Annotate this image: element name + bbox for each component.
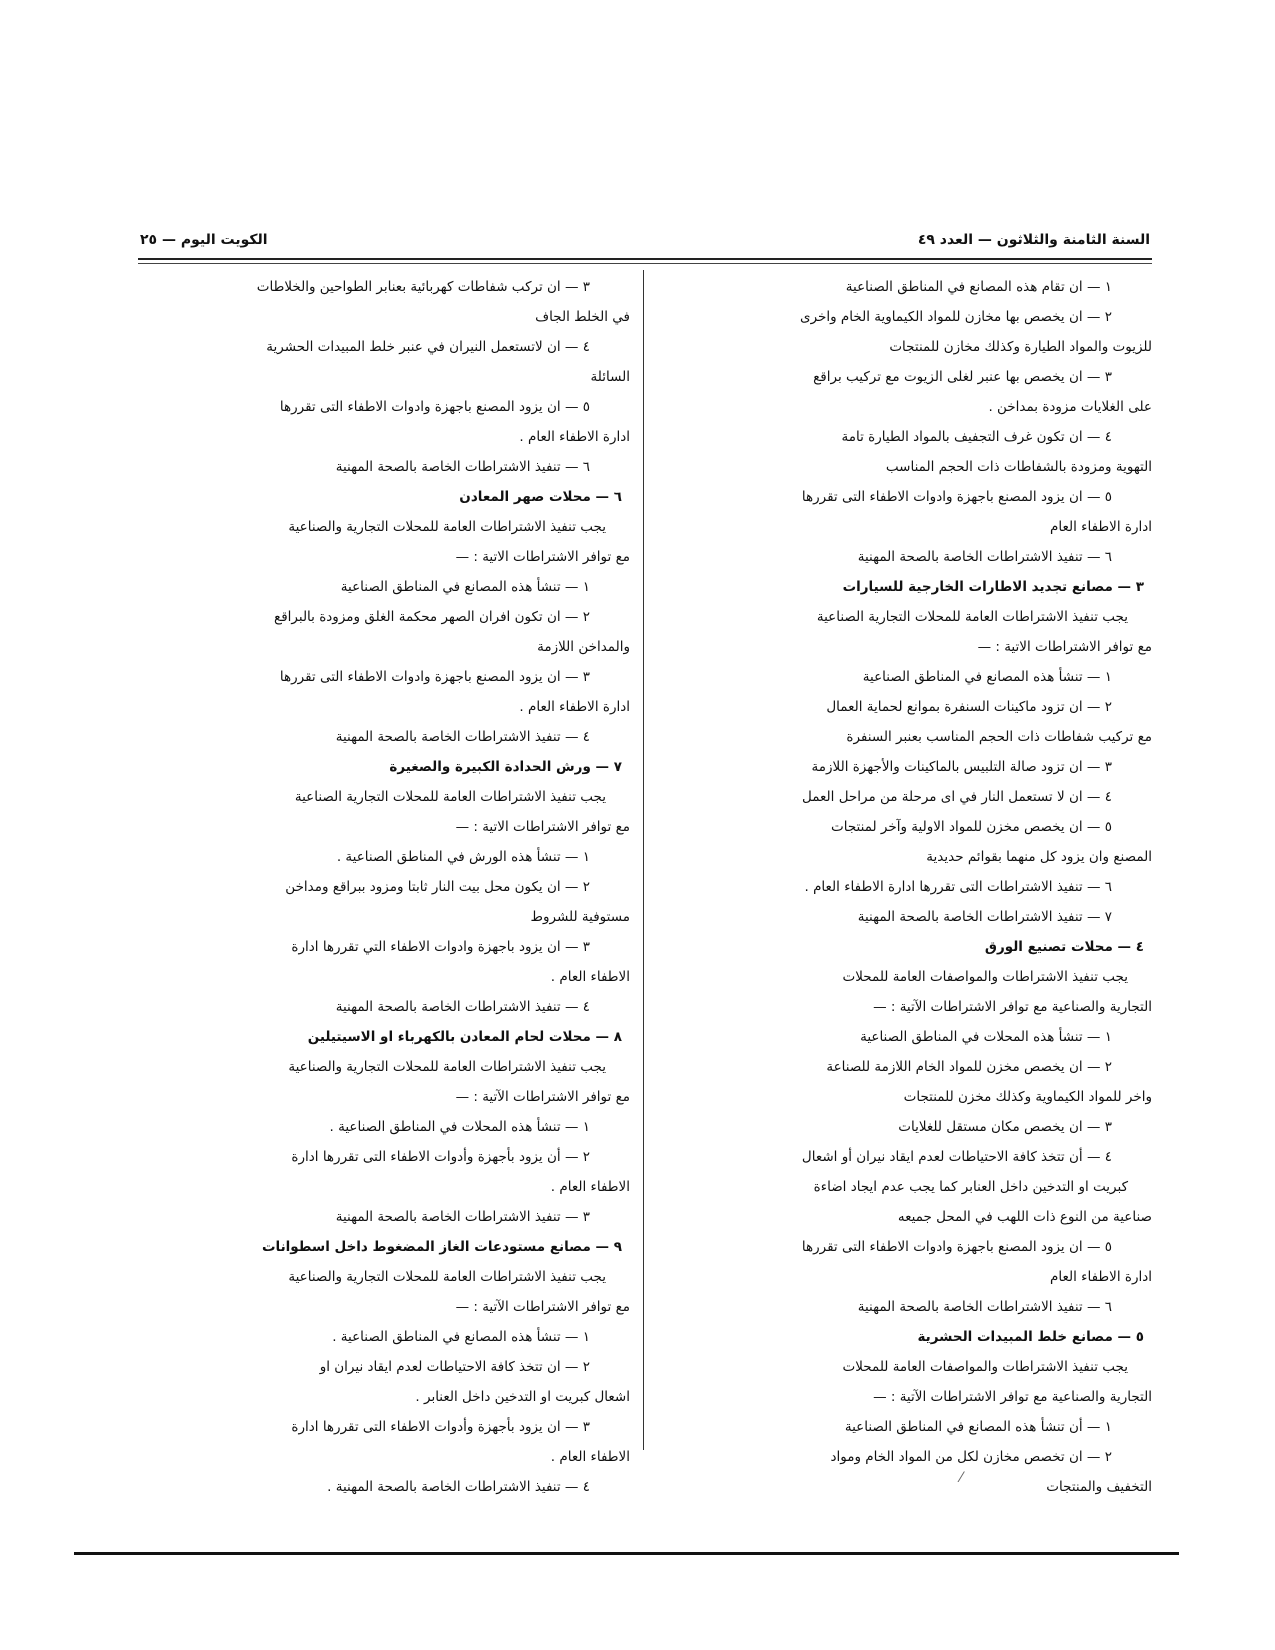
text-line: التخفيف والمنتجات xyxy=(1046,1479,1152,1495)
text-line: مع توافر الاشتراطات الآتية : — xyxy=(455,1089,630,1105)
text-line: ٥ — ان يخصص مخزن للمواد الاولية وآخر لمنتجات xyxy=(831,819,1112,835)
text-line: التجارية والصناعية مع توافر الاشتراطات الآتية : — xyxy=(873,1389,1152,1405)
text-line: ٣ — ان تركب شفاطات كهربائية بعنابر الطواحين والخلاطات xyxy=(256,279,590,295)
issue-info: السنة الثامنة والثلاثون — العدد ٤٩ xyxy=(917,232,1150,248)
scan-mark: ⁄ xyxy=(960,1470,963,1486)
section-heading: ٦ — محلات صهر المعادن xyxy=(459,489,622,505)
text-line: ١ — ان تقام هذه المصانع في المناطق الصناعية xyxy=(845,279,1112,295)
text-line: ٢ — ان يخصص بها مخازن للمواد الكيماوية الخام واخرى xyxy=(800,309,1112,325)
text-line: ٣ — ان يزود باجهزة وادوات الاطفاء التي تقررها ادارة xyxy=(291,939,590,955)
footer-rule xyxy=(74,1552,1179,1555)
text-line: واخر للمواد الكيماوية وكذلك مخزن للمنتجات xyxy=(903,1089,1152,1105)
text-line: ١ — تنشأ هذه المصانع في المناطق الصناعية xyxy=(340,579,590,595)
section-heading: ٤ — محلات تصنيع الورق xyxy=(984,939,1144,955)
text-line: التجارية والصناعية مع توافر الاشتراطات الآتية : — xyxy=(873,999,1152,1015)
text-line: ٣ — ان يزود بأجهزة وأدوات الاطفاء التى تقررها ادارة xyxy=(291,1419,590,1435)
text-line: ٦ — تنفيذ الاشتراطات الخاصة بالصحة المهنية xyxy=(335,459,590,475)
gazette-title-page-number: الكويت اليوم — ٢٥ xyxy=(140,232,268,248)
text-line: السائلة xyxy=(590,369,630,385)
text-line: ٤ — ان تكون غرف التجفيف بالمواد الطيارة تامة xyxy=(841,429,1112,445)
text-line: مع توافر الاشتراطات الاتية : — xyxy=(977,639,1152,655)
text-line: ٤ — ان لا تستعمل النار في اى مرحلة من مراحل العمل xyxy=(802,789,1112,805)
text-line: ٣ — ان يزود المصنع باجهزة وادوات الاطفاء التى تقررها xyxy=(279,669,590,685)
section-heading: ٨ — محلات لحام المعادن بالكهرباء او الاسيتيلين xyxy=(307,1029,622,1045)
text-line: يجب تنفيذ الاشتراطات العامة للمحلات التجارية الصناعية xyxy=(816,609,1128,625)
text-line: الاطفاء العام . xyxy=(550,1179,630,1195)
text-line: ادارة الاطفاء العام xyxy=(1049,519,1152,535)
section-heading: ٣ — مصانع تجديد الاطارات الخارجية للسيارات xyxy=(842,579,1144,595)
text-line: كبريت او التدخين داخل العنابر كما يجب عدم ايجاد اضاءة xyxy=(813,1179,1128,1195)
text-line: ادارة الاطفاء العام xyxy=(1049,1269,1152,1285)
text-line: ٦ — تنفيذ الاشتراطات التى تقررها ادارة الاطفاء العام . xyxy=(804,879,1112,895)
section-heading: ٧ — ورش الحدادة الكبيرة والصغيرة xyxy=(389,759,622,775)
text-line: ٥ — ان يزود المصنع باجهزة وادوات الاطفاء التى تقررها xyxy=(801,489,1112,505)
text-line: ٢ — ان تتخذ كافة الاحتياطات لعدم ايقاد نيران او xyxy=(319,1359,590,1375)
text-line: ٢ — ان يخصص مخزن للمواد الخام اللازمة للصناعة xyxy=(826,1059,1112,1075)
text-line: على الغلايات مزودة بمداخن . xyxy=(988,399,1152,415)
header-rule xyxy=(138,258,1152,260)
text-line: يجب تنفيذ الاشتراطات العامة للمحلات التجارية الصناعية xyxy=(294,789,606,805)
right-column xyxy=(656,272,1152,1502)
text-line: مع تركيب شفاطات ذات الحجم المناسب بعنبر السنفرة xyxy=(846,729,1152,745)
text-line: ٢ — أن يزود بأجهزة وأدوات الاطفاء التى تقررها ادارة xyxy=(291,1149,590,1165)
text-line: ٢ — ان تزود ماكينات السنفرة بموانع لحماية العمال xyxy=(826,699,1112,715)
text-line: ١ — تنشأ هذه المصانع في المناطق الصناعية xyxy=(862,669,1112,685)
text-line: ١ — تنشأ هذه المحلات في المناطق الصناعية xyxy=(860,1029,1112,1045)
text-line: ٤ — أن تتخذ كافة الاحتياطات لعدم ايقاد نيران أو اشعال xyxy=(801,1149,1112,1165)
text-line: ٢ — ان يكون محل بيت النار ثابتا ومزود ببراقع ومداخن xyxy=(285,879,590,895)
text-line: للزيوت والمواد الطيارة وكذلك مخازن للمنتجات xyxy=(889,339,1152,355)
text-line: صناعية من النوع ذات اللهب في المحل جميعه xyxy=(897,1209,1152,1225)
text-line: في الخلط الجاف xyxy=(535,309,630,325)
text-line: ٣ — تنفيذ الاشتراطات الخاصة بالصحة المهنية xyxy=(335,1209,590,1225)
text-line: ٤ — تنفيذ الاشتراطات الخاصة بالصحة المهنية . xyxy=(327,1479,590,1495)
text-line: والمداخن اللازمة xyxy=(537,639,630,655)
text-line: يجب تنفيذ الاشتراطات العامة للمحلات التجارية والصناعية xyxy=(288,1269,606,1285)
text-line: ١ — تنشأ هذه المصانع في المناطق الصناعية . xyxy=(332,1329,590,1345)
text-line: مع توافر الاشتراطات الآتية : — xyxy=(455,1299,630,1315)
text-line: ٣ — ان يخصص بها عنبر لغلى الزيوت مع تركيب براقع xyxy=(813,369,1112,385)
text-line: مع توافر الاشتراطات الاتية : — xyxy=(455,819,630,835)
text-line: ٤ — تنفيذ الاشتراطات الخاصة بالصحة المهنية xyxy=(335,999,590,1015)
text-line: ٣ — ان تزود صالة التلبيس بالماكينات والأجهزة اللازمة xyxy=(811,759,1112,775)
section-heading: ٥ — مصانع خلط المبيدات الحشرية xyxy=(917,1329,1144,1345)
text-line: ٥ — ان يزود المصنع باجهزة وادوات الاطفاء التى تقررها xyxy=(279,399,590,415)
left-column xyxy=(140,272,630,1502)
section-heading: ٩ — مصانع مستودعات الغاز المضغوط داخل اسطوانات xyxy=(261,1239,622,1255)
text-line: الاطفاء العام . xyxy=(550,969,630,985)
text-line: التهوية ومزودة بالشفاطات ذات الحجم المناسب xyxy=(885,459,1152,475)
text-line: ٤ — تنفيذ الاشتراطات الخاصة بالصحة المهنية xyxy=(335,729,590,745)
text-line: مع توافر الاشتراطات الاتية : — xyxy=(455,549,630,565)
text-line: مستوفية للشروط xyxy=(530,909,630,925)
text-line: ١ — تنشأ هذه المحلات في المناطق الصناعية . xyxy=(329,1119,590,1135)
text-line: ٢ — ان تكون افران الصهر محكمة الغلق ومزودة بالبراقع xyxy=(274,609,590,625)
text-line: المصنع وان يزود كل منهما بقوائم حديدية xyxy=(926,849,1152,865)
text-line: ٥ — ان يزود المصنع باجهزة وادوات الاطفاء التى تقررها xyxy=(801,1239,1112,1255)
text-line: ٦ — تنفيذ الاشتراطات الخاصة بالصحة المهنية xyxy=(857,549,1112,565)
text-line: ٢ — ان تخصص مخازن لكل من المواد الخام ومواد xyxy=(830,1449,1112,1465)
column-divider xyxy=(643,270,644,1450)
text-line: يجب تنفيذ الاشتراطات العامة للمحلات التجارية والصناعية xyxy=(288,519,606,535)
text-line: ادارة الاطفاء العام . xyxy=(519,429,630,445)
text-line: ادارة الاطفاء العام . xyxy=(519,699,630,715)
text-line: الاطفاء العام . xyxy=(550,1449,630,1465)
text-line: يجب تنفيذ الاشتراطات والمواصفات العامة للمحلات xyxy=(842,969,1128,985)
text-line: ٦ — تنفيذ الاشتراطات الخاصة بالصحة المهنية xyxy=(857,1299,1112,1315)
text-line: اشعال كبريت او التدخين داخل العنابر . xyxy=(415,1389,630,1405)
text-line: ٣ — ان يخصص مكان مستقل للغلايات xyxy=(898,1119,1112,1135)
text-line: ٧ — تنفيذ الاشتراطات الخاصة بالصحة المهنية xyxy=(857,909,1112,925)
page-header xyxy=(140,228,1150,252)
text-line: يجب تنفيذ الاشتراطات العامة للمحلات التجارية والصناعية xyxy=(288,1059,606,1075)
text-line: ١ — تنشأ هذه الورش في المناطق الصناعية . xyxy=(336,849,590,865)
text-line: ٤ — ان لاتستعمل النيران في عنبر خلط المبيدات الحشرية xyxy=(266,339,590,355)
text-line: ١ — أن تنشأ هذه المصانع في المناطق الصناعية xyxy=(844,1419,1112,1435)
text-line: يجب تنفيذ الاشتراطات والمواصفات العامة للمحلات xyxy=(842,1359,1128,1375)
header-rule-thin xyxy=(138,263,1152,264)
